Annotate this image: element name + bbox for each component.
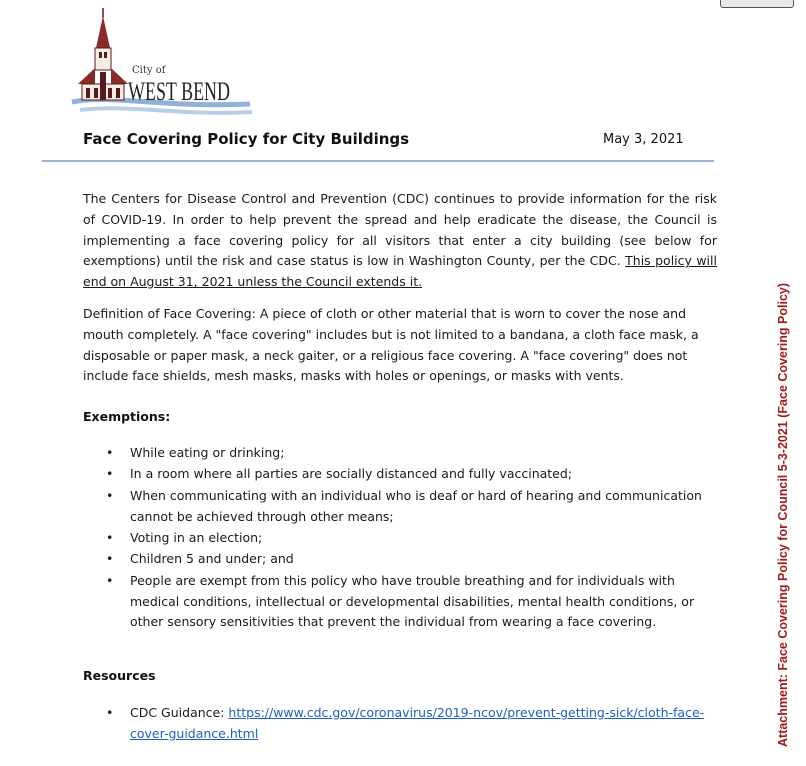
- bullet-icon: •: [106, 551, 114, 567]
- bullet-icon: •: [106, 487, 114, 503]
- bullet-icon: •: [106, 466, 114, 482]
- svg-text:City of: City of: [132, 65, 166, 76]
- exemptions-heading: Exemptions:: [83, 409, 171, 424]
- exemptions-list: [100, 443, 720, 634]
- bullet-icon: •: [106, 529, 114, 545]
- intro-paragraph: [83, 189, 717, 293]
- city-logo: [70, 4, 260, 124]
- list-item: • When communicating with an individual who is deaf or hard of hearing and communication cannot be achieved through other means;: [106, 487, 702, 524]
- list-item: • In a room where all parties are socially distanced and fully vaccinated;: [100, 464, 720, 485]
- definition-paragraph: Definition of Face Covering: A piece of cloth or other material that is worn to cover the nose and mouth completely. A "face covering" includes but is not limited to a bandana, a cloth face mask, a disposable or paper mask, a neck gaiter, or a religious face covering. A "face covering" does not include face shields, mesh masks, masks with holes or openings, or masks with vents.: [83, 306, 699, 384]
- header-divider: [42, 160, 714, 162]
- resources-heading: Resources: [83, 668, 156, 683]
- bullet-icon: •: [106, 572, 114, 588]
- policy-end-note: This policy will end on August 31, 2021 unless the Council extends it.: [83, 253, 717, 290]
- bullet-icon: •: [106, 445, 114, 460]
- list-item: [100, 703, 720, 745]
- list-item: • While eating or drinking;: [100, 443, 720, 464]
- top-corner-button[interactable]: [720, 0, 794, 8]
- cdc-guidance-label: CDC Guidance:: [130, 705, 229, 720]
- svg-text:WEST BEND: WEST BEND: [128, 77, 230, 106]
- intro-text: The Centers for Disease Control and Prevention (CDC) continues to provide information for the risk of COVID-19. In order to help prevent the spread and help eradicate the disease, the Council is implementing a face covering policy for all visitors that enter a city building (see below for exemptions) until the risk and case status is low in Washington County, per the CDC.: [83, 191, 717, 269]
- city-hall-icon: [70, 4, 260, 124]
- list-item: • Children 5 and under; and: [100, 549, 720, 570]
- resources-list: [100, 703, 720, 745]
- page-title: Face Covering Policy for City Buildings: [83, 130, 410, 148]
- list-item: • People are exempt from this policy who have trouble breathing and for individuals with medical conditions, intellectual or developmental disabilities, mental health conditions, or other sensory sensitivities that prevent the individual from wearing a face covering.: [106, 572, 695, 630]
- list-item: • Voting in an election;: [100, 528, 720, 549]
- cdc-guidance-link[interactable]: https://www.cdc.gov/coronavirus/2019-ncov/prevent-getting-sick/cloth-face-cover-guidance.html: [130, 705, 705, 741]
- attachment-side-label: Attachment: Face Covering Policy for Council 5-3-2021 (Face Covering Policy): [776, 282, 790, 747]
- document-date: May 3, 2021: [603, 132, 684, 147]
- bullet-icon: •: [106, 705, 114, 720]
